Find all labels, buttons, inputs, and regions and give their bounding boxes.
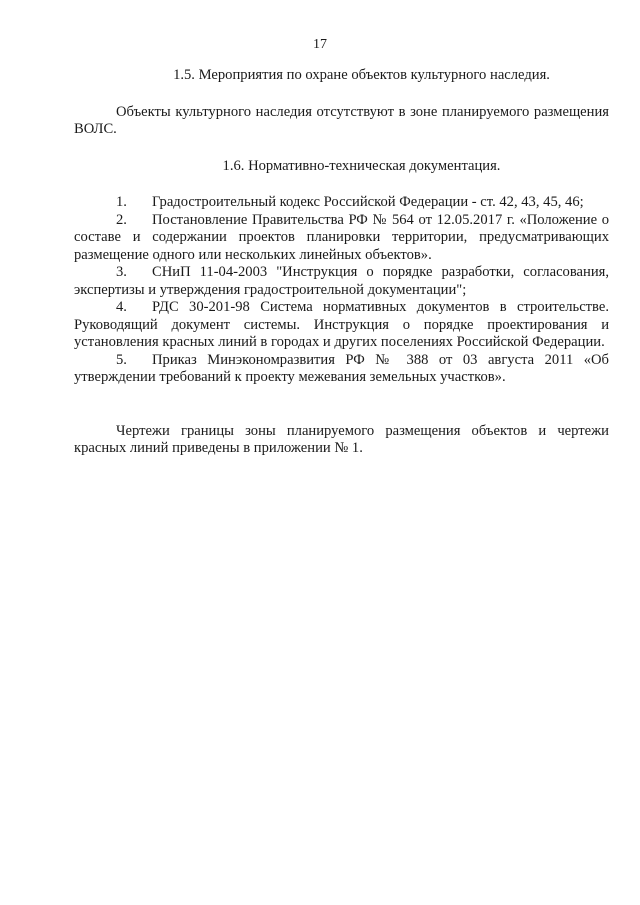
section-1-5-paragraph: Объекты культурного наследия отсутствуют в зоне планируемого размещения ВОЛС. [74,103,609,137]
list-item-text: Постановление Правительства РФ № 564 от 12.05.2017 г. «Положение о составе и содержании проектов планировки территории, предусматривающих размещение одного или нескольких линейных объектов». [74,211,609,263]
list-item [74,264,609,299]
list-item-text: Градостроительный кодекс Российской Федерации - ст. 42, 43, 45, 46; [152,194,584,210]
spacer [74,387,609,423]
spacer [74,175,609,194]
list-item [74,299,609,352]
list-item [74,352,609,387]
page-number: 17 [313,37,327,52]
list-item-number: 4. [116,299,127,315]
list-item-text: СНиП 11-04-2003 "Инструкция о порядке разработки, согласования, экспертизы и утверждения градостроительной документации"; [74,264,609,298]
list-item-text: РДС 30-201-98 Система нормативных документов в строительстве. Руководящий документ системы. Инструкция о порядке проектирования и установления красных линий в городах и других поселениях Российской Федерации. [74,299,609,350]
spacer [74,85,609,104]
closing-paragraph: Чертежи границы зоны планируемого размещения объектов и чертежи красных линий приведены в приложении № 1. [74,422,609,456]
spacer [74,139,609,158]
list-item-number: 1. [116,194,127,210]
normative-documents-list [74,194,609,387]
list-item-number: 5. [116,351,127,368]
list-item-number: 2. [116,211,127,228]
list-item [74,194,609,212]
section-heading-1-6: 1.6. Нормативно-техническая документация. [222,157,501,174]
list-item-number: 3. [116,264,127,280]
section-heading-1-5: 1.5. Мероприятия по охране объектов культурного наследия. [173,67,550,83]
list-item [74,212,609,265]
list-item-text: Приказ Минэкономразвития РФ № 388 от 03 августа 2011 «Об утверждении требований к проекту межевания земельных участков». [74,351,609,385]
page-content [74,67,609,458]
